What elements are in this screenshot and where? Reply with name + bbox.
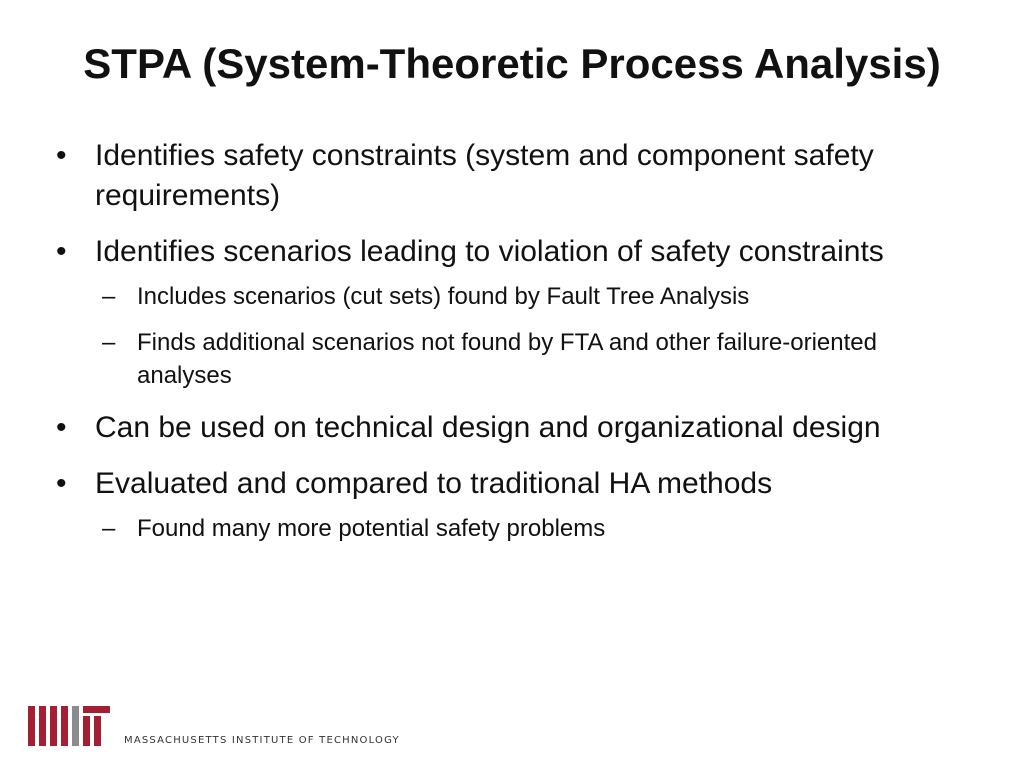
mit-logo-text: MASSACHUSETTS INSTITUTE OF TECHNOLOGY (124, 735, 400, 746)
bullet-item (52, 464, 932, 545)
bullet-text: Identifies safety constraints (system and component safety requirements) (95, 139, 874, 212)
bullet-text: Evaluated and compared to traditional HA methods (95, 467, 773, 500)
sub-bullet-marker: – (102, 515, 116, 542)
bullet-item (52, 408, 932, 448)
bullet-marker: • (56, 235, 67, 268)
mit-logo (28, 700, 110, 746)
sub-bullet-item (102, 280, 932, 313)
bullet-marker: • (56, 467, 67, 500)
sub-bullet-marker: – (102, 329, 116, 356)
bullet-text: Can be used on technical design and organizational design (95, 411, 881, 444)
sub-bullet-item (102, 326, 932, 392)
sub-bullet-list (52, 280, 932, 392)
bullet-list (52, 136, 932, 561)
sub-bullet-text: Includes scenarios (cut sets) found by Fault Tree Analysis (137, 283, 750, 310)
mit-logo-icon (28, 702, 110, 746)
sub-bullet-list (52, 512, 932, 545)
slide-title: STPA (System-Theoretic Process Analysis) (83, 40, 941, 87)
bullet-text: Identifies scenarios leading to violation of safety constraints (95, 235, 884, 268)
sub-bullet-item (102, 512, 932, 545)
sub-bullet-text: Finds additional scenarios not found by FTA and other failure-oriented analyses (137, 329, 877, 389)
bullet-item (52, 136, 932, 216)
bullet-marker: • (56, 411, 67, 444)
sub-bullet-text: Found many more potential safety problems (137, 515, 606, 542)
bullet-marker: • (56, 139, 67, 172)
bullet-item (52, 232, 932, 392)
sub-bullet-marker: – (102, 283, 116, 310)
